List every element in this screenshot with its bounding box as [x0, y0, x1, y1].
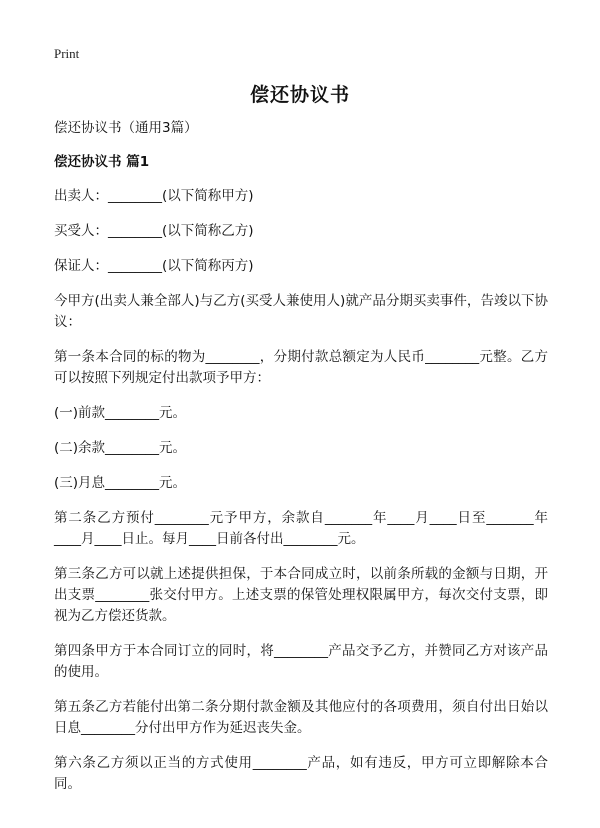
payment-item-3: (三)月息________元。	[54, 475, 187, 491]
guarantor-line: 保证人：________(以下简称丙方)	[54, 258, 254, 274]
article-3: 第三条乙方可以就上述提供担保，于本合同成立时，以前条所载的金额与日期，开出支票________张交付甲方。上述支票的保管处理权限属甲方，每次交付支票，即视为乙方偿还货款。	[54, 566, 548, 624]
section-heading: 偿还协议书 篇1	[54, 154, 150, 170]
article-1: 第一条本合同的标的物为________，分期付款总额定为人民币________元整。乙方可以按照下列规定付出款项予甲方：	[54, 349, 548, 386]
preamble-paragraph: 今甲方(出卖人兼全部人)与乙方(买受人兼使用人)就产品分期买卖事件，告竣以下协议：	[54, 293, 548, 330]
document-body	[54, 118, 548, 809]
document-subtitle: 偿还协议书（通用3篇）	[54, 120, 198, 136]
article-2: 第二条乙方预付________元予甲方，余款自_______年____月____日至_______年____月____日止。每月____日前各付出________元。	[54, 510, 548, 547]
print-link[interactable]: Print	[54, 46, 80, 61]
seller-line: 出卖人：________(以下简称甲方)	[54, 188, 254, 204]
article-5: 第五条乙方若能付出第二条分期付款金额及其他应付的各项费用，须自付出日始以日息________分付出甲方作为延迟丧失金。	[54, 699, 548, 736]
payment-item-1: (一)前款________元。	[54, 405, 187, 421]
article-6: 第六条乙方须以正当的方式使用________产品，如有违反，甲方可立即解除本合同。	[54, 755, 548, 792]
buyer-line: 买受人：________(以下简称乙方)	[54, 223, 254, 239]
payment-item-2: (二)余款________元。	[54, 440, 187, 456]
article-4: 第四条甲方于本合同订立的同时，将________产品交予乙方，并赞同乙方对该产品的使用。	[54, 643, 548, 680]
document-title: 偿还协议书	[249, 84, 350, 106]
